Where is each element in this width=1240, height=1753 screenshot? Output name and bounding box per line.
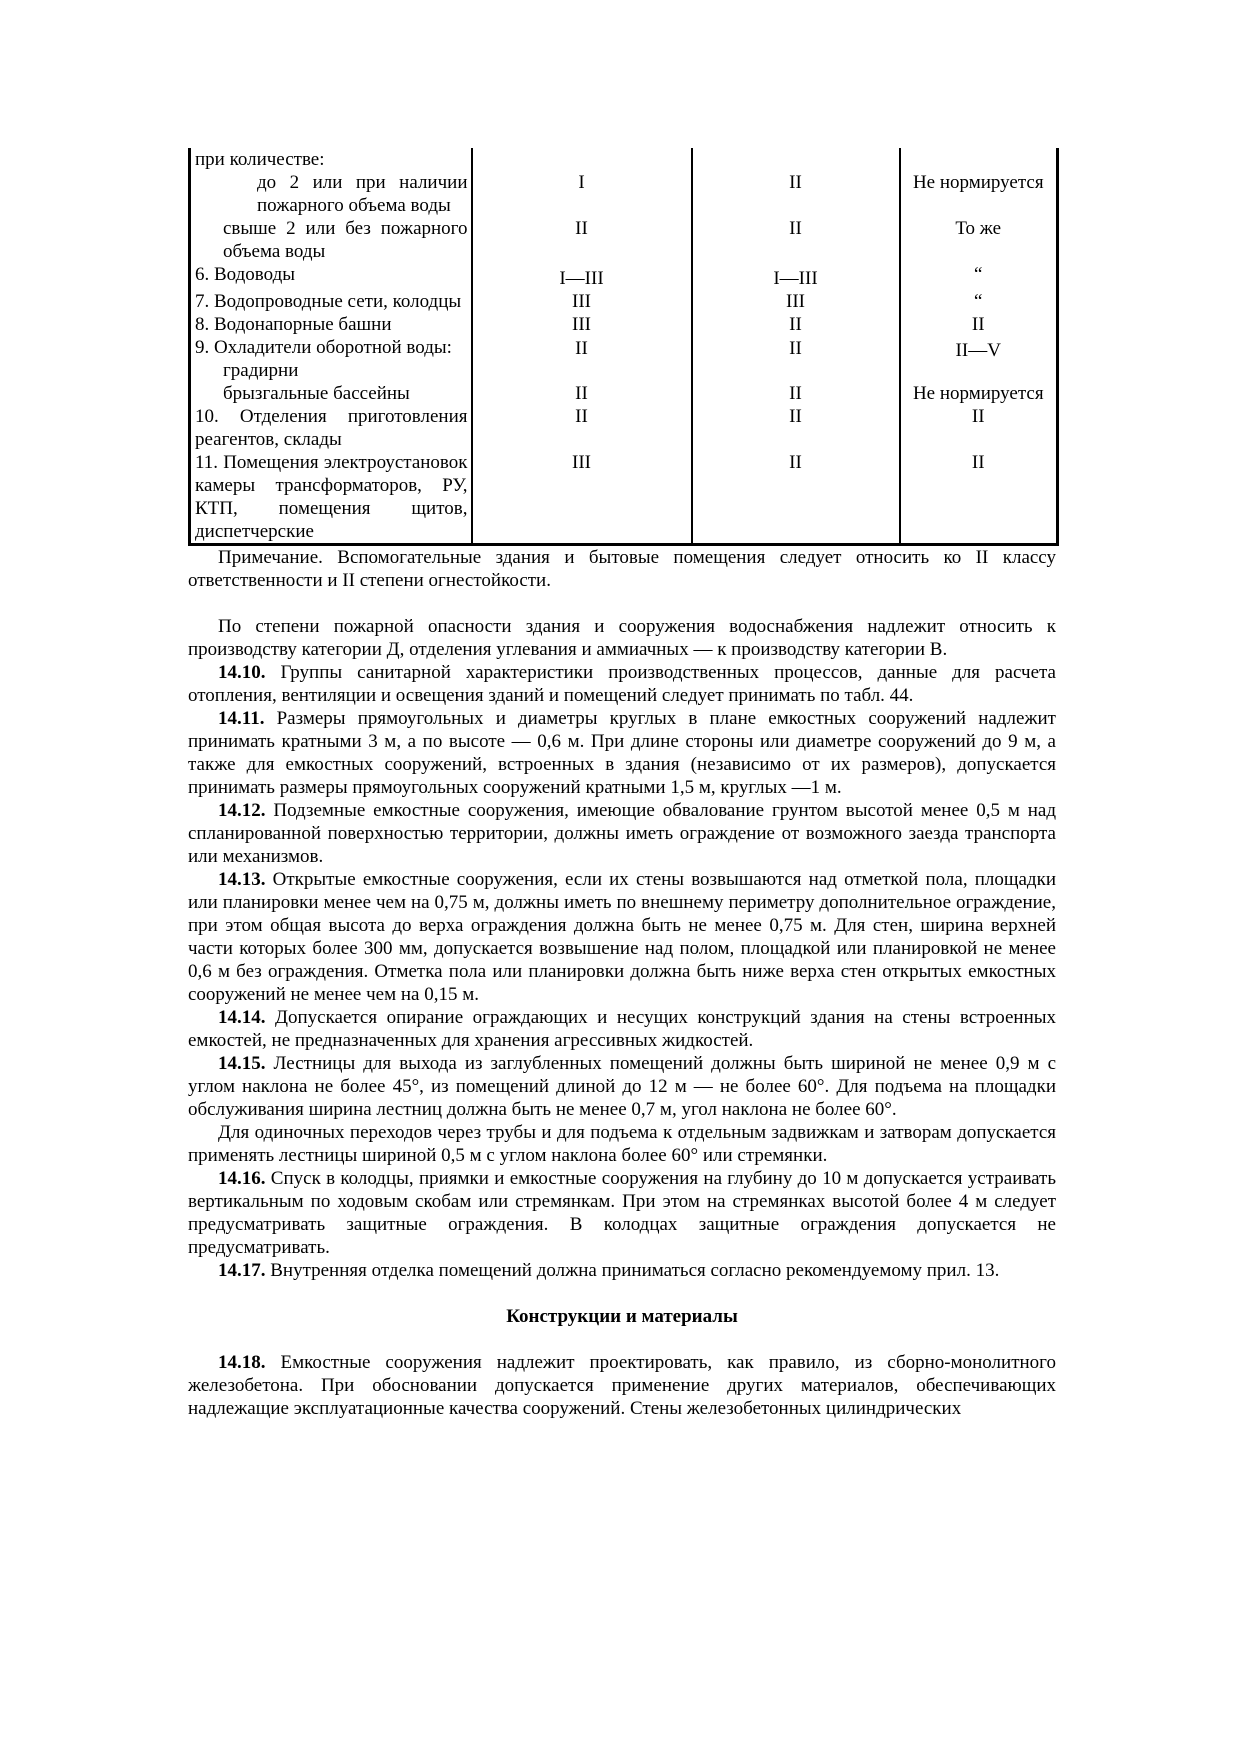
table-cell: I—III bbox=[692, 263, 900, 290]
table-cell bbox=[900, 148, 1058, 171]
table-cell: 10. Отделения приготовления реагентов, склады bbox=[195, 406, 468, 450]
table-cell bbox=[190, 382, 472, 405]
clause-number: 14.18. bbox=[218, 1352, 266, 1373]
paragraph-text: Открытые емкостные сооружения, если их стены возвышаются над отметкой пола, площадки или планировки менее чем на 0,75 м, должны иметь по внешнему периметру дополнительное ограждение, при этом общая высота до верха ограждения должна быть не менее 0,75 м. Для стен, ширина верхней части которых более 300 мм, допускается возвышение над полом, площадкой или планировкой не менее 0,6 м без ограждения. Отметка пола или планировки должна быть ниже верха стен открытых емкостных сооружений не менее чем на 0,15 м. bbox=[188, 869, 1056, 1005]
paragraph-text: Подземные емкостные сооружения, имеющие обвалование грунтом высотой менее 0,5 м над спланированной поверхностью территории, должны иметь ограждение от возможного заезда транспорта или механизмов. bbox=[188, 800, 1056, 867]
clause-number: 14.17. bbox=[218, 1260, 266, 1281]
table-cell: II bbox=[900, 451, 1058, 545]
table-cell: “ bbox=[900, 290, 1058, 313]
table-cell: III bbox=[472, 451, 692, 545]
table-cell: То же bbox=[900, 217, 1058, 263]
table-row bbox=[190, 148, 1058, 171]
table-cell: “ bbox=[900, 263, 1058, 290]
table-cell: II bbox=[900, 313, 1058, 336]
paragraph bbox=[188, 1006, 1056, 1052]
paragraph-text: Спуск в колодцы, приямки и емкостные сооружения на глубину до 10 м допускается устраивать вертикальным по ходовым скобам или стремянкам. При этом на стремянках высотой более 4 м следует предусматривать защитные ограждения. В колодцах защитные ограждения допускается не предусматривать. bbox=[188, 1168, 1056, 1258]
table-cell: II bbox=[692, 337, 900, 360]
table-cell: II bbox=[692, 217, 900, 263]
row-label: до 2 или при наличии пожарного объема воды bbox=[257, 172, 468, 216]
paragraph-text: Размеры прямоугольных и диаметры круглых в плане емкостных сооружений надлежит принимать кратными 3 м, а по высоте — 0,6 м. При длине стороны или диаметре сооружений до 9 м, а также для емкостных сооружений, встроенных в здания (независимо от их размеров), допускается принимать размеры прямоугольных сооружений кратными 1,5 м, круглых —1 м. bbox=[188, 708, 1056, 798]
table-cell: III bbox=[692, 290, 900, 313]
row-label: брызгальные бассейны bbox=[223, 383, 410, 404]
table-row bbox=[190, 217, 1058, 263]
table-cell: при количестве: bbox=[195, 149, 325, 170]
paragraph bbox=[188, 1052, 1056, 1121]
spacer bbox=[188, 1282, 1056, 1305]
table-cell: II bbox=[692, 382, 900, 405]
table-cell bbox=[190, 171, 472, 217]
table-cell: I bbox=[472, 171, 692, 217]
table-cell bbox=[692, 148, 900, 171]
table-row bbox=[190, 451, 1058, 545]
clause-number: 14.11. bbox=[218, 708, 265, 729]
table-cell: 6. Водоводы bbox=[195, 264, 296, 285]
paragraph bbox=[188, 707, 1056, 799]
paragraph-text: Емкостные сооружения надлежит проектировать, как правило, из сборно-монолитного железобетона. При обосновании допускается применение других материалов, обеспечивающих надлежащие эксплуатационные качества сооружений. Стены железобетонных цилиндрических bbox=[188, 1352, 1056, 1419]
table-cell: Не нормируется bbox=[900, 382, 1058, 405]
paragraph-text: Внутренняя отделка помещений должна приниматься согласно рекомендуемому прил. 13. bbox=[265, 1260, 1000, 1281]
row-label: градирни bbox=[223, 360, 299, 381]
clause-number: 14.13. bbox=[218, 869, 266, 890]
paragraph bbox=[188, 1259, 1056, 1282]
table-cell: 8. Водонапорные башни bbox=[195, 314, 392, 335]
paragraph bbox=[188, 1351, 1056, 1420]
paragraph-text: Группы санитарной характеристики производственных процессов, данные для расчета отопления, вентиляции и освещения зданий и помещений следует принимать по табл. 44. bbox=[188, 662, 1056, 706]
table-row bbox=[190, 382, 1058, 405]
clause-number: 14.15. bbox=[218, 1053, 266, 1074]
table-cell bbox=[190, 217, 472, 263]
paragraph: По степени пожарной опасности здания и сооружения водоснабжения надлежит относить к производству категории Д, отделения углевания и аммиачных — к производству категории В. bbox=[188, 616, 1056, 660]
table-cell bbox=[472, 148, 692, 171]
table-cell: Не нормируется bbox=[900, 171, 1058, 217]
paragraph bbox=[188, 799, 1056, 868]
paragraph-text: Допускается опирание ограждающих и несущих конструкций здания на стены встроенных емкостей, не предназначенных для хранения агрессивных жидкостей. bbox=[188, 1007, 1056, 1051]
table-cell: II bbox=[692, 451, 900, 545]
clause-number: 14.12. bbox=[218, 800, 266, 821]
spacer bbox=[188, 592, 1056, 615]
table-cell: II bbox=[900, 405, 1058, 451]
table-row bbox=[190, 405, 1058, 451]
table-cell: II bbox=[472, 405, 692, 451]
table-cell: II bbox=[692, 313, 900, 336]
clause-number: 14.14. bbox=[218, 1007, 266, 1028]
table-row bbox=[190, 290, 1058, 313]
paragraph bbox=[188, 868, 1056, 1006]
section-heading: Конструкции и материалы bbox=[506, 1306, 738, 1327]
paragraph bbox=[188, 1167, 1056, 1259]
clause-number: 14.16. bbox=[218, 1168, 266, 1189]
table-cell bbox=[190, 359, 472, 382]
table-cell: I—III bbox=[472, 263, 692, 290]
table-cell: II—V bbox=[900, 339, 1058, 362]
paragraph-text: Лестницы для выхода из заглубленных помещений должны быть шириной не менее 0,9 м с углом наклона не более 45°, из помещений длиной до 12 м — не более 60°. Для подъема на площадки обслуживания ширина лестниц должна быть не менее 0,7 м, угол наклона не более 60°. bbox=[188, 1053, 1056, 1120]
row-label: свыше 2 или без пожарного объема воды bbox=[223, 218, 468, 262]
table-cell: III bbox=[472, 313, 692, 336]
table-row bbox=[190, 359, 1058, 382]
table-cell: II bbox=[472, 382, 692, 405]
table-cell: II bbox=[472, 217, 692, 263]
table-note: Примечание. Вспомогательные здания и бытовые помещения следует относить ко II классу ответственности и II степени огнестойкости. bbox=[188, 547, 1056, 591]
table-cell: 9. Охладители оборотной воды: bbox=[195, 337, 452, 358]
body-text bbox=[188, 546, 1056, 1420]
table-cell: 11. Помещения электроустановок камеры трансформаторов, РУ, КТП, помещения щитов, диспетчерские bbox=[195, 452, 468, 542]
table-cell: III bbox=[472, 290, 692, 313]
spacer bbox=[188, 1328, 1056, 1351]
table-cell: II bbox=[692, 171, 900, 217]
paragraph: Для одиночных переходов через трубы и для подъема к отдельным задвижкам и затворам допускается применять лестницы шириной 0,5 м с углом наклона более 60° или стремянки. bbox=[188, 1122, 1056, 1166]
document-page bbox=[188, 148, 1056, 1420]
norms-table bbox=[188, 148, 1059, 546]
table-cell: 7. Водопроводные сети, колодцы bbox=[195, 291, 462, 312]
table-row bbox=[190, 263, 1058, 290]
table-cell: II bbox=[692, 405, 900, 451]
table-row bbox=[190, 313, 1058, 336]
table-cell: II bbox=[472, 337, 692, 360]
clause-number: 14.10. bbox=[218, 662, 266, 683]
table-row bbox=[190, 171, 1058, 217]
paragraph bbox=[188, 661, 1056, 707]
